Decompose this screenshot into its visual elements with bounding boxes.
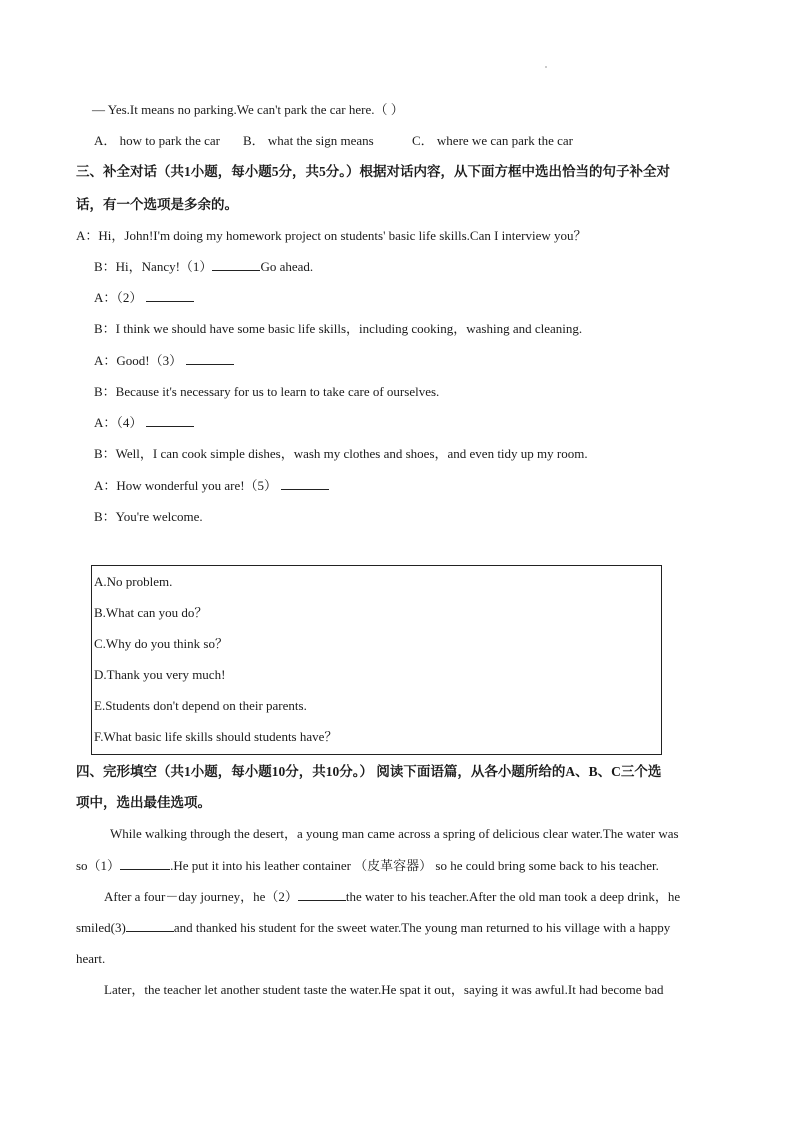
passage-p2-line2-start: smiled(3) <box>76 920 126 935</box>
option-c: C.Why do you think so？ <box>94 636 228 651</box>
passage-p2-line1 <box>104 888 680 906</box>
dialogue-line-a5 <box>94 477 329 495</box>
dialogue-line-a3 <box>94 352 234 370</box>
answer-blank-1[interactable] <box>212 258 260 271</box>
dialogue-line-b5: B：You're welcome. <box>94 509 203 524</box>
dialogue-line-b2: B：I think we should have some basic life skills，including cooking，washing and cleaning. <box>94 321 583 336</box>
section3-title-line2: 话，有一个选项是多余的。 <box>76 197 238 212</box>
passage-p2-line2 <box>76 919 670 937</box>
cloze-blank-2[interactable] <box>298 888 346 901</box>
answer-blank-4[interactable] <box>146 414 194 427</box>
section4-title-line2: 项中，选出最佳选项。 <box>76 795 211 810</box>
option-e: E.Students don't depend on their parents. <box>94 698 307 713</box>
dialogue-line-b1 <box>94 258 313 276</box>
dialogue-line-b4: B：Well，I can cook simple dishes，wash my clothes and shoes，and even tidy up my room. <box>94 446 588 461</box>
prev-option-c: C． where we can park the car <box>412 133 573 148</box>
option-f: F.What basic life skills should students have？ <box>94 729 338 744</box>
dialogue-line-b1-tail: Go ahead. <box>260 259 314 274</box>
dialogue-line-a3-text: A：Good!（3） <box>94 353 183 368</box>
prev-option-b: B． what the sign means <box>243 133 374 148</box>
dialogue-line-a5-text: A：How wonderful you are!（5） <box>94 478 278 493</box>
scan-speck <box>545 66 547 68</box>
dialogue-line-a4 <box>94 414 194 432</box>
answer-blank-5[interactable] <box>281 477 329 490</box>
passage-p2-line3: heart. <box>76 951 106 966</box>
dialogue-line-a4-text: A：（4） <box>94 415 143 430</box>
section4-title-line1: 四、完形填空（共1小题，每小题10分，共10分。） 阅读下面语篇，从各小题所给的A、B、C三个选 <box>76 764 662 779</box>
cloze-blank-3[interactable] <box>126 919 174 932</box>
passage-p2-line2-end: and thanked his student for the sweet water.The young man returned to his village with a happy <box>173 920 671 935</box>
passage-p1-line2-end: .He put it into his leather container （皮革容器） so he could bring some back to his teacher. <box>170 858 659 873</box>
option-b: B.What can you do？ <box>94 605 208 620</box>
passage-p1-line2-start: so（1） <box>76 858 121 873</box>
option-a: A.No problem. <box>94 574 173 589</box>
section3-title-line1: 三、补全对话（共1小题，每小题5分，共5分。）根据对话内容，从下面方框中选出恰当的句子补全对 <box>76 164 670 179</box>
passage-p1-line1: While walking through the desert，a young man came across a spring of delicious clear water.The water was <box>110 826 679 841</box>
dialogue-line-a1: A：Hi，John!I'm doing my homework project on students' basic life skills.Can I interview you？ <box>76 228 587 243</box>
passage-p2-line1-start: After a four－day journey，he（2） <box>104 889 298 904</box>
dialogue-line-b1-text: B：Hi，Nancy!（1） <box>94 259 213 274</box>
passage-p1-line2 <box>76 857 659 875</box>
answer-blank-3[interactable] <box>186 352 234 365</box>
option-d: D.Thank you very much! <box>94 667 226 682</box>
options-box <box>91 565 662 755</box>
dialogue-line-a2-text: A：（2） <box>94 290 143 305</box>
prev-option-a: A． how to park the car <box>94 133 220 148</box>
prev-question-dialogue: — Yes.It means no parking.We can't park the car here.（ ） <box>92 102 404 117</box>
dialogue-line-b3: B：Because it's necessary for us to learn to take care of ourselves. <box>94 384 440 399</box>
answer-blank-2[interactable] <box>146 289 194 302</box>
dialogue-line-a2 <box>94 289 194 307</box>
passage-p2-line1-end: the water to his teacher.After the old man took a deep drink，he <box>345 889 681 904</box>
cloze-blank-1[interactable] <box>120 857 170 870</box>
passage-p3-line1: Later，the teacher let another student taste the water.He spat it out，saying it was awful.It had become bad <box>104 982 664 997</box>
